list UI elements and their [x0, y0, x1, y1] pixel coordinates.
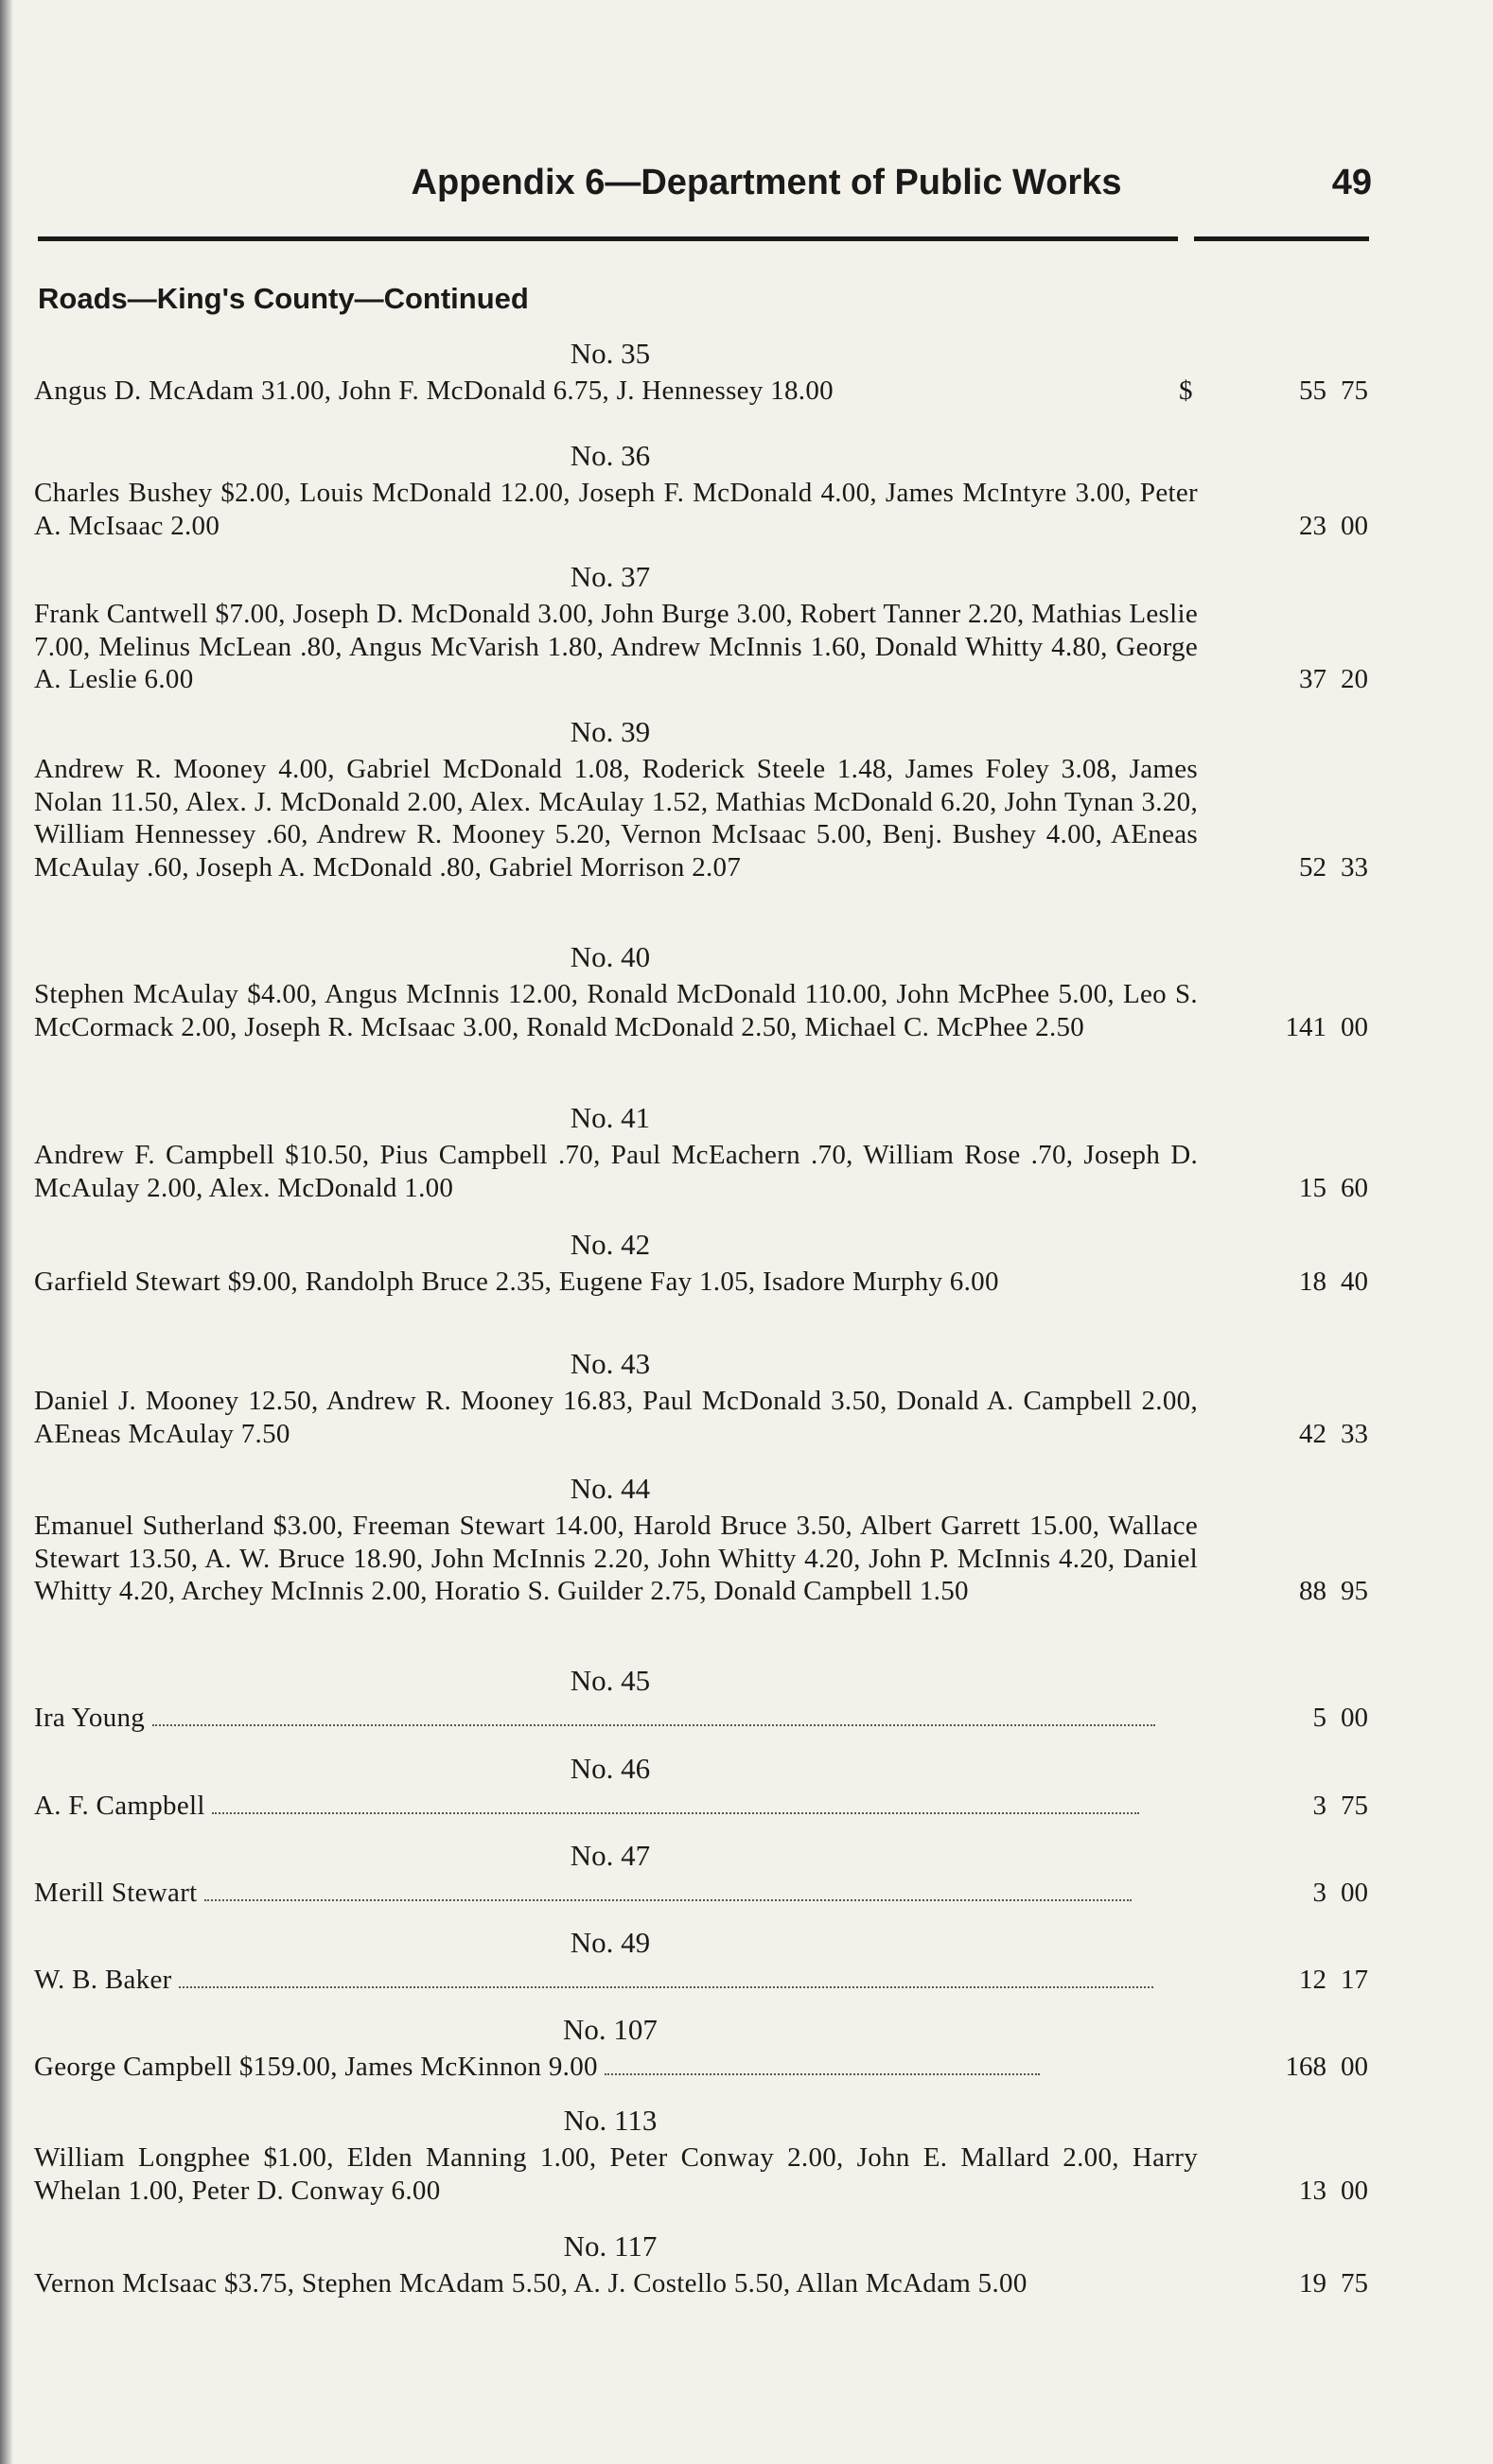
entry-cents: 75	[1341, 376, 1368, 406]
entry-number: No. 39	[570, 715, 651, 748]
ledger-entry	[34, 435, 1368, 542]
entry-amount	[1217, 1575, 1368, 1608]
entry-text	[34, 1702, 1198, 1735]
entry-amount	[1217, 2175, 1368, 2208]
entry-amount	[1217, 851, 1368, 884]
entry-dollars: 55	[1299, 376, 1326, 406]
entry-cents: 17	[1341, 1965, 1368, 1995]
ledger-entry	[34, 333, 1368, 408]
ledger-entry	[34, 2226, 1368, 2300]
entry-text: Stephen McAulay $4.00, Angus McInnis 12.00, Ronald McDonald 110.00, John McPhee 5.00, Leo S. McCormack 2.00, Joseph R. McIsaac 3.00, Ronald McDonald 2.50, Michael C. McPhee 2.50	[34, 979, 1198, 1042]
entry-text	[34, 1790, 1198, 1823]
entry-amount	[1217, 1011, 1368, 1044]
entry-text: William Longphee $1.00, Elden Manning 1.00, Peter Conway 2.00, John E. Mallard 2.00, Harry Whelan 1.00, Peter D. Conway 6.00	[34, 2142, 1198, 2206]
entry-cents: 33	[1341, 851, 1368, 882]
entry-dollars: 23	[1299, 510, 1326, 541]
entry-cents: 75	[1341, 1791, 1368, 1821]
entry-number: No. 46	[570, 1752, 651, 1785]
entry-cents: 00	[1341, 2175, 1368, 2206]
entry-amount	[1217, 2051, 1368, 2084]
dot-leader	[179, 1981, 1153, 1988]
page-spine-shadow	[0, 0, 13, 2464]
header-rule	[38, 236, 1178, 241]
page-title: Appendix 6—Department of Public Works	[411, 163, 1122, 202]
ledger-entry	[34, 1224, 1368, 1299]
entry-dollars: 18	[1299, 1267, 1326, 1297]
entry-cents: 00	[1341, 1703, 1368, 1733]
ledger-entry	[34, 936, 1368, 1043]
entry-dollars: 52	[1299, 851, 1326, 882]
ledger-entry	[34, 1468, 1368, 1608]
entry-dollars: 37	[1299, 664, 1326, 694]
dot-leader	[212, 1807, 1139, 1814]
entry-number: No. 43	[570, 1347, 651, 1380]
entry-name: Ira Young	[34, 1703, 146, 1733]
entry-text: Daniel J. Mooney 12.50, Andrew R. Mooney 16.83, Paul McDonald 3.50, Donald A. Campbell 2.00, AEneas McAulay 7.50	[34, 1386, 1198, 1449]
ledger-entry	[34, 2009, 1368, 2084]
ledger-entry	[34, 1097, 1368, 1204]
ledger-entry	[34, 1660, 1368, 1735]
entry-amount	[1217, 1172, 1368, 1205]
entry-amount	[1217, 1877, 1368, 1910]
entry-cents: 00	[1341, 1878, 1368, 1908]
ledger-entry	[34, 711, 1368, 883]
entry-amount	[1179, 375, 1368, 408]
entry-cents: 00	[1341, 510, 1368, 541]
entry-dollars: 168	[1285, 2052, 1326, 2082]
entry-cents: 40	[1341, 1267, 1368, 1297]
entry-amount	[1217, 1964, 1368, 1997]
ledger-entry	[34, 1835, 1368, 1910]
entry-number: No. 47	[570, 1839, 651, 1872]
page-header	[38, 163, 1372, 219]
entry-name: W. B. Baker	[34, 1965, 172, 1995]
ledger-entry	[34, 1748, 1368, 1823]
entry-dollars: 13	[1299, 2175, 1326, 2206]
entry-number: No. 44	[570, 1472, 651, 1505]
header-rule-right	[1194, 236, 1369, 241]
entry-text	[34, 1964, 1198, 1997]
entry-text: Angus D. McAdam 31.00, John F. McDonald 6.75, J. Hennessey 18.00	[34, 376, 834, 406]
dot-leader	[605, 2068, 1040, 2075]
entry-dollars: 19	[1299, 2268, 1326, 2298]
entry-cents: 20	[1341, 664, 1368, 694]
entry-dollars: 15	[1299, 1172, 1326, 1203]
dot-leader	[152, 1719, 1155, 1726]
entry-number: No. 42	[570, 1228, 651, 1261]
entry-dollars: 88	[1299, 1576, 1326, 1606]
entry-cents: 00	[1341, 1011, 1368, 1042]
entry-name: Merill Stewart	[34, 1878, 198, 1908]
entry-text: Frank Cantwell $7.00, Joseph D. McDonald 3.00, John Burge 3.00, Robert Tanner 2.20, Mathias Leslie 7.00, Melinus McLean .80, Angus McVarish 1.80, Andrew McInnis 1.60, Donald Whitty 4.80, George A. Leslie 6.00	[34, 599, 1198, 694]
entry-text	[34, 1877, 1198, 1910]
entry-number: No. 35	[570, 337, 651, 370]
entry-amount	[1217, 1266, 1368, 1299]
entry-amount	[1217, 2267, 1368, 2300]
entry-text: Charles Bushey $2.00, Louis McDonald 12.00, Joseph F. McDonald 4.00, James McIntyre 3.00, Peter A. McIsaac 2.00	[34, 478, 1198, 541]
entry-cents: 33	[1341, 1418, 1368, 1449]
entry-number: No. 36	[570, 439, 651, 472]
entry-number: No. 45	[570, 1664, 651, 1697]
entry-text	[34, 2051, 1198, 2084]
entry-dollars: 5	[1312, 1703, 1326, 1733]
entry-cents: 95	[1341, 1576, 1368, 1606]
ledger-entry	[34, 1922, 1368, 1997]
entry-amount	[1217, 663, 1368, 696]
dollar-sign: $	[1179, 376, 1193, 406]
entry-text: Andrew R. Mooney 4.00, Gabriel McDonald 1.08, Roderick Steele 1.48, James Foley 3.08, James Nolan 11.50, Alex. J. McDonald 2.00, Alex. McAulay 1.52, Mathias McDonald 6.20, John Tynan 3.20, William Hennessey .60, Andrew R. Mooney 5.20, Vernon McIsaac 5.00, Benj. Bushey 4.00, AEneas McAulay .60, Joseph A. McDonald .80, Gabriel Morrison 2.07	[34, 754, 1198, 882]
entry-name: George Campbell $159.00, James McKinnon 9.00	[34, 2052, 598, 2082]
entry-amount	[1217, 1702, 1368, 1735]
ledger-entry	[34, 556, 1368, 696]
entry-dollars: 3	[1312, 1791, 1326, 1821]
entry-cents: 00	[1341, 2052, 1368, 2082]
page-number: 49	[1331, 163, 1372, 202]
entry-number: No. 113	[563, 2104, 658, 2137]
entry-name: A. F. Campbell	[34, 1791, 205, 1821]
entry-dollars: 42	[1299, 1418, 1326, 1449]
entry-dollars: 3	[1312, 1878, 1326, 1908]
entry-text: Andrew F. Campbell $10.50, Pius Campbell .70, Paul McEachern .70, William Rose .70, Joseph D. McAulay 2.00, Alex. McDonald 1.00	[34, 1140, 1198, 1203]
entry-amount	[1217, 1790, 1368, 1823]
entry-number: No. 107	[563, 2013, 658, 2046]
entry-cents: 75	[1341, 2268, 1368, 2298]
entry-amount	[1217, 510, 1368, 543]
dot-leader	[204, 1894, 1132, 1901]
entry-number: No. 40	[570, 940, 651, 973]
entry-text: Vernon McIsaac $3.75, Stephen McAdam 5.50, A. J. Costello 5.50, Allan McAdam 5.00	[34, 2268, 1028, 2298]
ledger-entry	[34, 1343, 1368, 1450]
section-title: Roads—King's County—Continued	[38, 282, 529, 315]
entry-number: No. 37	[570, 560, 651, 593]
entry-dollars: 12	[1299, 1965, 1326, 1995]
entry-text: Emanuel Sutherland $3.00, Freeman Stewart 14.00, Harold Bruce 3.50, Albert Garrett 15.00, Wallace Stewart 13.50, A. W. Bruce 18.90, John McInnis 2.20, John Whitty 4.20, John P. McInnis 4.20, Daniel Whitty 4.20, Archey McInnis 2.00, Horatio S. Guilder 2.75, Donald Campbell 1.50	[34, 1511, 1198, 1606]
entry-number: No. 49	[570, 1926, 651, 1959]
entry-dollars: 141	[1285, 1011, 1326, 1042]
ledger-entry	[34, 2100, 1368, 2207]
entry-amount	[1217, 1418, 1368, 1451]
entry-number: No. 41	[570, 1101, 651, 1134]
entry-cents: 60	[1341, 1172, 1368, 1203]
entry-text: Garfield Stewart $9.00, Randolph Bruce 2.35, Eugene Fay 1.05, Isadore Murphy 6.00	[34, 1267, 999, 1297]
entry-number: No. 117	[563, 2229, 658, 2263]
